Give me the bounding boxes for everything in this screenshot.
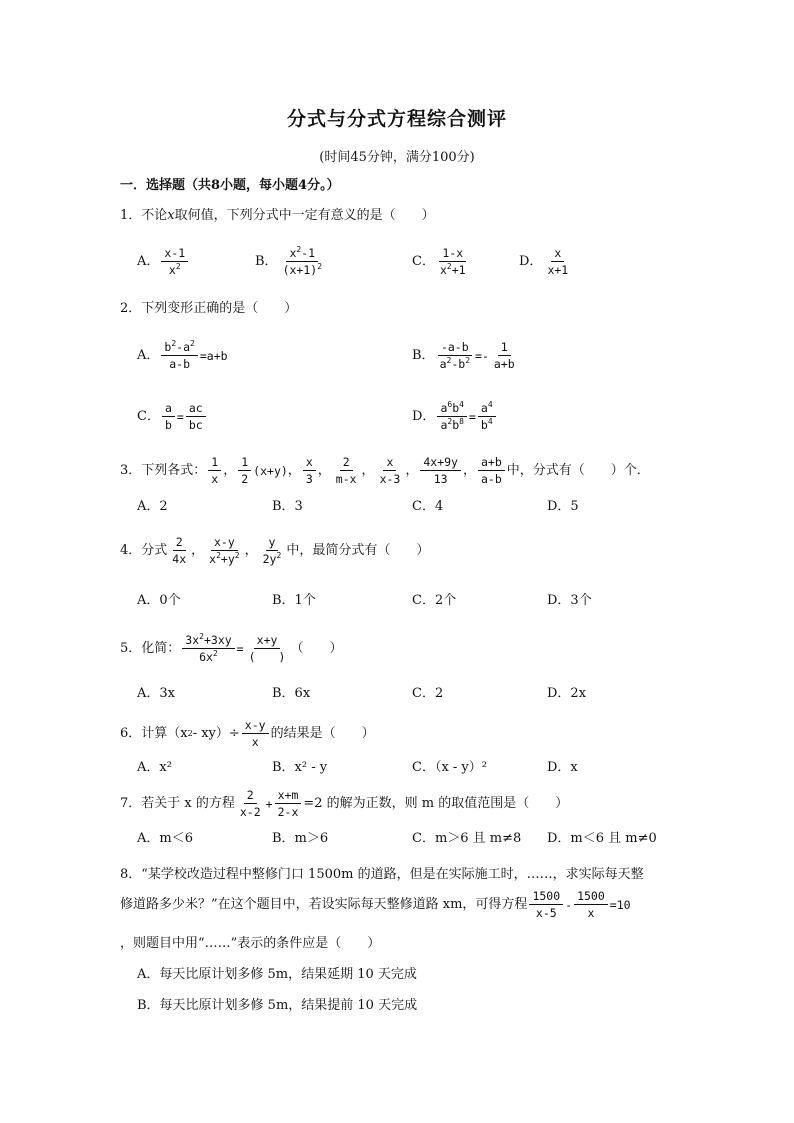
fraction: $\frac{1500}{x-5}$ [529,889,563,920]
question-3: 3．下列各式： $\frac{1}{x}$ ， $\frac{1}{2}$ (x+y) ， $\frac{x}{3}$ ， $\frac{2}{m-x}$ ， $\frac{x}{x-3}$ ， $\frac{4x+9y}{13}$ ， $\frac{a+b}{a-b}$ 中，分式有（ ）个． [120,455,650,486]
fraction: $\frac{1}{2}$ [238,455,251,486]
fraction: $\frac{x-1}{x^2}$ [161,246,188,277]
q1-option-d: D． $\frac{x}{x+1}$ [519,246,573,277]
fraction: $\frac{2}{4x}$ [172,535,187,566]
page-title: 分式与分式方程综合测评 [286,108,507,130]
fraction: $\frac{2}{x-2}$ [239,788,261,819]
question-1: 1．不论x取何值，下列分式中一定有意义的是（ ） [120,208,435,223]
fraction: $\frac{a+b}{a-b}$ [478,455,505,486]
q5-option-b: B．6x [272,686,311,701]
q3-option-b: B．3 [272,499,303,514]
fraction: $\frac{1}{x}$ [208,455,221,486]
fraction: $\frac{x}{x-3}$ [379,455,401,486]
fraction: $\frac{a^6b^4}{a^2b^8}$ [437,401,467,432]
q2-option-b: B． $\frac{-a-b}{a^2-b^2}$ =- $\frac{1}{a+b}$ [412,340,520,371]
fraction: $\frac{-a-b}{a^2-b^2}$ [439,340,471,371]
fraction: $\frac{x+y}{( )}$ [248,633,286,664]
q1-option-b: B． $\frac{x^2-1}{(x+1)^2}$ [255,246,327,277]
q2-option-a: A． $\frac{b^2-a^2}{a-b}$ =a+b [137,339,228,371]
q3-option-c: C．4 [412,499,444,514]
fraction: $\frac{y}{2y^2}$ [262,535,282,566]
fraction: $\frac{b^2-a^2}{a-b}$ [161,340,197,371]
fraction: $\frac{x}{3}$ [303,455,316,486]
q8-option-b: B．每天比原计划多修 5m，结果提前 10 天完成 [137,998,418,1013]
fraction: $\frac{x+m}{2-x}$ [275,788,302,819]
fraction: $\frac{x}{x+1}$ [547,246,569,277]
q2-option-c: C． $\frac{a}{b}$ = $\frac{ac}{bc}$ [137,401,208,432]
q6-option-c: C．（x - y）² [412,760,487,775]
fraction: $\frac{1-x}{x^2+1}$ [439,246,466,277]
q7-option-a: A．m＜6 [137,831,193,846]
q7-option-d: D．m＜6 且 m≠0 [547,831,657,846]
fraction: $\frac{1}{a+b}$ [493,340,515,371]
q6-option-b: B．x² - y [272,760,328,775]
q4-option-a: A．0个 [137,593,181,608]
fraction: $\frac{a^4}{b^4}$ [478,401,496,432]
fraction: $\frac{ac}{bc}$ [186,401,206,432]
section-heading: 一．选择题（共8小题，每小题4分。） [120,178,340,193]
fraction: $\frac{4x+9y}{13}$ [420,455,461,486]
question-8-line-2: 修道路多少米？”在这个题目中，若设实际每天整修道路 xm，可得方程 $\frac{1500}{x-5}$ - $\frac{1500}{x}$ =10 [120,889,631,920]
fraction: $\frac{1500}{x}$ [574,889,608,920]
question-8-line-1: 8．“某学校改造过程中整修门口 1500m 的道路，但是在实际施工时，……，求实际每天整 [120,867,644,882]
question-7: 7．若关于 x 的方程 $\frac{2}{x-2}$ + $\frac{x+m}{2-x}$ =2 的解为正数，则 m 的取值范围是（ ） [120,788,569,819]
fraction: $\frac{2}{m-x}$ [335,455,357,486]
q4-option-d: D．3个 [547,593,592,608]
question-8-line-3: ，则题目中用“……”表示的条件应是（ ） [120,936,381,951]
q5-option-c: C．2 [412,686,444,701]
q2-option-d: D． $\frac{a^6b^4}{a^2b^8}$ = $\frac{a^4}{b^4}$ [412,401,498,432]
q7-option-b: B．m＞6 [272,831,329,846]
fraction: $\frac{a}{b}$ [162,401,175,432]
fraction: $\frac{3x^2+3xy}{6x^2}$ [182,633,234,664]
fraction: $\frac{x^2-1}{(x+1)^2}$ [282,245,323,277]
q5-option-a: A．3x [137,686,175,701]
q7-option-c: C．m＞6 且 m≠8 [412,831,522,846]
fraction: $\frac{x-y}{x^2+y^2}$ [209,535,240,566]
q4-option-b: B．1个 [272,593,316,608]
q5-option-d: D．2x [547,686,587,701]
question-5: 5．化简： $\frac{3x^2+3xy}{6x^2}$ = $\frac{x+y}{( )}$ （ ） [120,632,343,664]
question-4: 4．分式 $\frac{2}{4x}$ ， $\frac{x-y}{x^2+y^2}$ ， $\frac{y}{2y^2}$ 中，最简分式有（ ） [120,535,430,566]
question-2: 2．下列变形正确的是（ ） [120,301,298,316]
fraction: $\frac{x-y}{x}$ [242,718,269,749]
q8-option-a: A．每天比原计划多修 5m，结果延期 10 天完成 [137,967,417,982]
q1-option-a: A． $\frac{x-1}{x^2}$ [137,246,190,277]
q4-option-c: C．2个 [412,593,457,608]
page-subtitle: (时间45分钟，满分100分) [319,150,475,165]
q3-option-d: D．5 [547,499,579,514]
question-6: 6．计算（x 2 - xy）÷ $\frac{x-y}{x}$ 的结果是（ ） [120,718,375,749]
q1-option-c: C． $\frac{1-x}{x^2+1}$ [412,246,471,277]
q6-option-a: A．x² [137,760,172,775]
q6-option-d: D．x [547,760,578,775]
q3-option-a: A．2 [137,499,168,514]
